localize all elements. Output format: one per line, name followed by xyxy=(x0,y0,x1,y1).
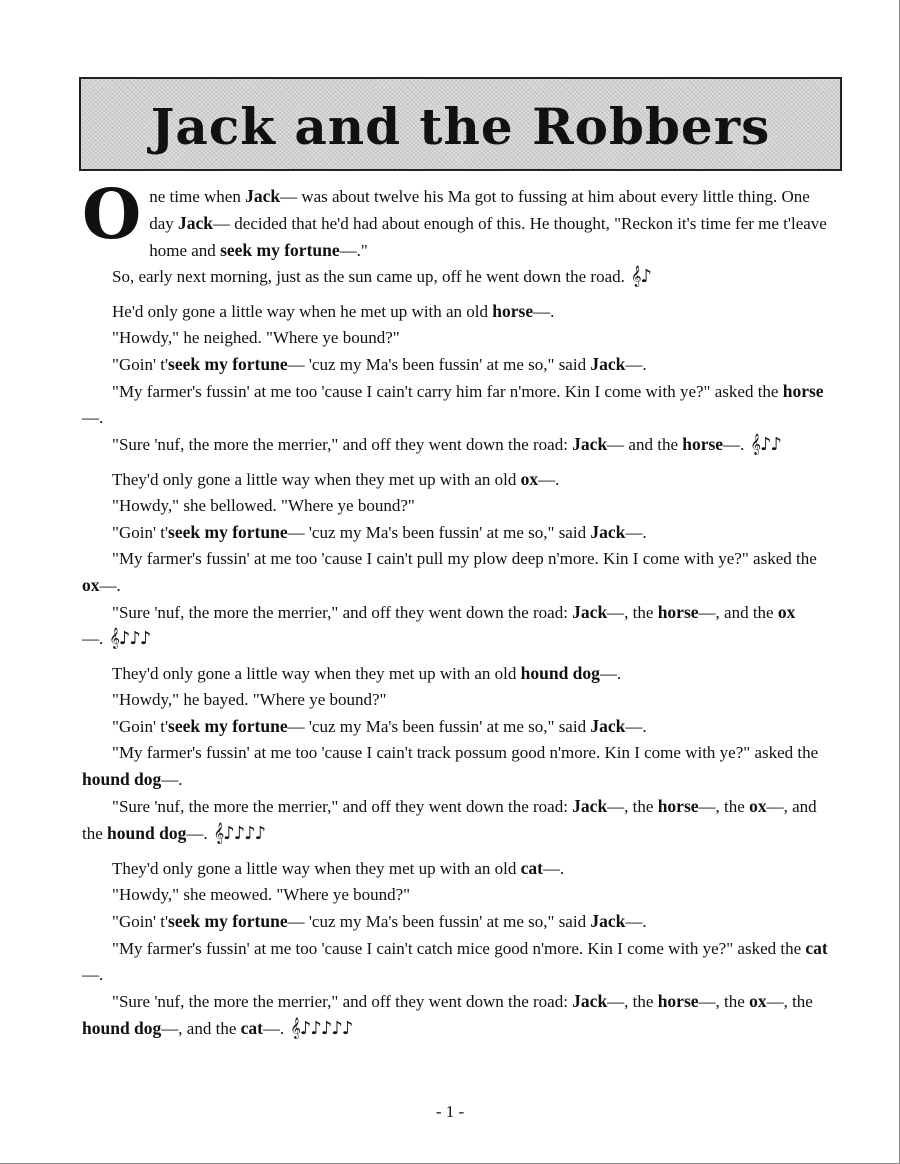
paragraph-dog-howdy: "Howdy," he bayed. "Where ye bound?" xyxy=(112,690,387,709)
music-note-icon: 𝄞♪♪♪♪♪ xyxy=(290,1018,353,1039)
paragraph-ox-sure: "Sure 'nuf, the more the merrier," and off they went down the road: Jack—, the horse—, and the ox—. 𝄞♪♪♪ xyxy=(82,602,796,649)
paragraph-dog-met: They'd only gone a little way when they met up with an old hound dog—. xyxy=(112,663,622,683)
paragraph-horse-sure: "Sure 'nuf, the more the merrier," and off they went down the road: Jack— and the horse—. 𝄞♪♪ xyxy=(112,434,781,455)
paragraph-ox-farmer: "My farmer's fussin' at me too 'cause I cain't pull my plow deep n'more. Kin I come with ye?" asked the ox—. xyxy=(82,549,817,595)
paragraph-horse-howdy: "Howdy," he neighed. "Where ye bound?" xyxy=(112,328,400,347)
paragraph-dog-farmer: "My farmer's fussin' at me too 'cause I cain't track possum good n'more. Kin I come with ye?" asked the hound dog—. xyxy=(82,743,819,789)
paragraph-dog-goin: "Goin' t'seek my fortune— 'cuz my Ma's been fussin' at me so," said Jack—. xyxy=(112,716,647,736)
paragraph-dog-sure: "Sure 'nuf, the more the merrier," and off they went down the road: Jack—, the horse—, the ox—, and the hound dog—. 𝄞♪♪♪♪ xyxy=(82,796,817,844)
paragraph-cat-howdy: "Howdy," she meowed. "Where ye bound?" xyxy=(112,885,411,904)
paragraph-cat-met: They'd only gone a little way when they met up with an old cat—. xyxy=(112,858,565,878)
paragraph-cat-farmer: "My farmer's fussin' at me too 'cause I cain't catch mice good n'more. Kin I come with ye?" asked the cat—. xyxy=(82,938,828,984)
paragraph-ox-howdy: "Howdy," she bellowed. "Where ye bound?" xyxy=(112,496,415,515)
paragraph-cat-sure: "Sure 'nuf, the more the merrier," and off they went down the road: Jack—, the horse—, the ox—, the hound dog—, and the cat—. 𝄞♪♪♪♪♪ xyxy=(82,991,813,1039)
page-title: Jack and the Robbers xyxy=(150,96,771,156)
paragraph-horse-farmer: "My farmer's fussin' at me too 'cause I cain't carry him far n'more. Kin I come with ye?" asked the horse—. xyxy=(82,381,824,427)
paragraph-1: ne time when Jack— was about twelve his Ma got to fussing at him about every little thing. One day Jack— decided that he'd had about enough of this. He thought, "Reckon it's time fer me t'leave home and seek my fortune—." xyxy=(149,186,827,260)
paragraph-2: So, early next morning, just as the sun came up, off he went down the road. 𝄞♪ xyxy=(112,266,652,287)
paragraph-ox-met: They'd only gone a little way when they met up with an old ox—. xyxy=(112,469,560,489)
drop-cap: O xyxy=(82,175,142,255)
music-note-icon: 𝄞♪♪♪♪ xyxy=(213,823,266,844)
music-note-icon: 𝄞♪♪ xyxy=(750,434,781,455)
music-note-icon: 𝄞♪♪♪ xyxy=(109,628,151,649)
story-text xyxy=(82,175,837,1042)
page-number: - 1 - xyxy=(435,1102,465,1121)
paragraph-cat-goin: "Goin' t'seek my fortune— 'cuz my Ma's been fussin' at me so," said Jack—. xyxy=(112,911,647,931)
paragraph-ox-goin: "Goin' t'seek my fortune— 'cuz my Ma's been fussin' at me so," said Jack—. xyxy=(112,522,647,542)
paragraph-horse-met: He'd only gone a little way when he met up with an old horse—. xyxy=(112,301,555,321)
music-note-icon: 𝄞♪ xyxy=(630,266,652,287)
paragraph-horse-goin: "Goin' t'seek my fortune— 'cuz my Ma's been fussin' at me so," said Jack—. xyxy=(112,354,647,374)
opening-paragraph xyxy=(82,175,837,290)
title-banner xyxy=(79,77,842,171)
